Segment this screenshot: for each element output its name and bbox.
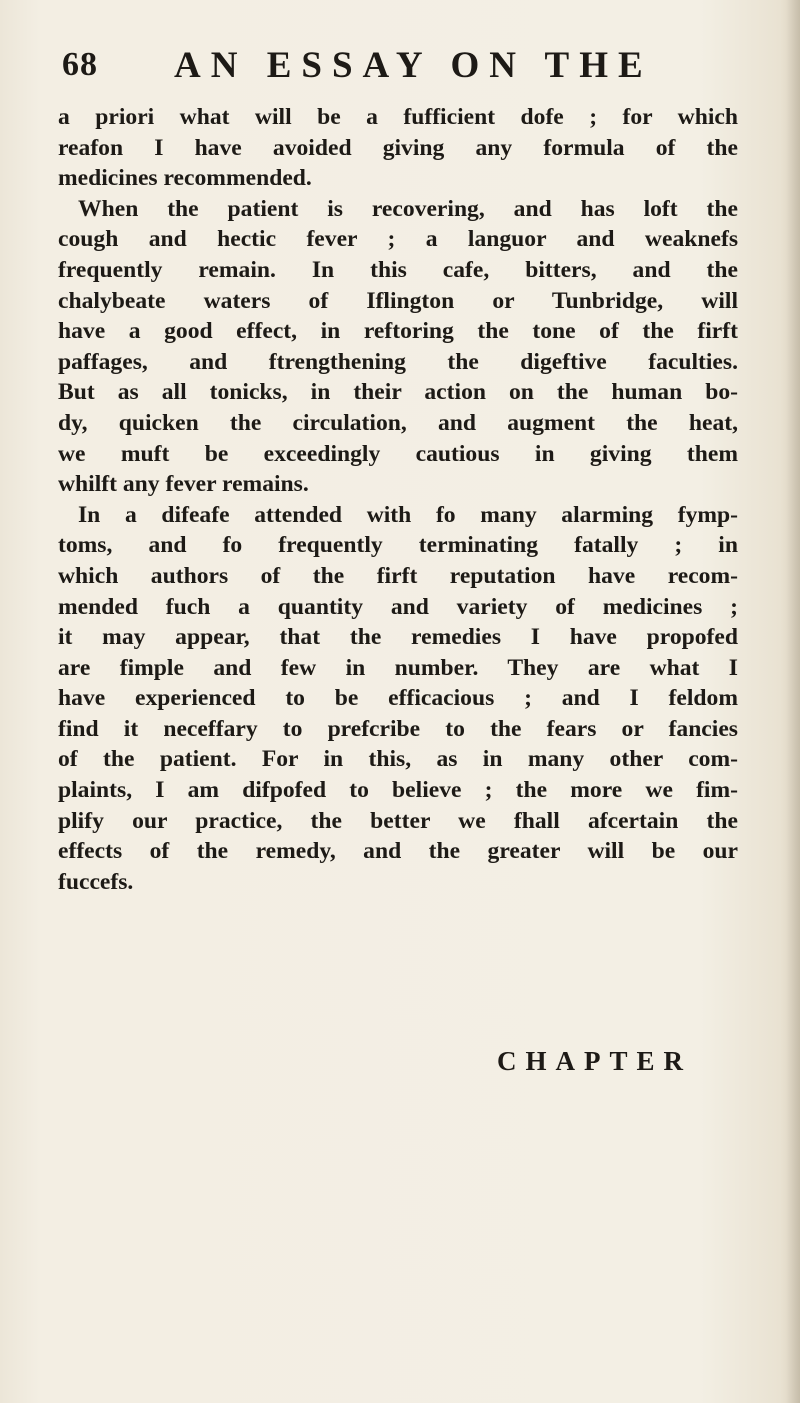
text-line: frequently remain. In this cafe, bitters, and the: [58, 256, 738, 283]
text-line: paffages, and ftrengthening the digeftive faculties.: [58, 348, 738, 375]
text-line: which authors of the firft reputation have recom-: [58, 562, 738, 589]
catchword: CHAPTER: [497, 1046, 693, 1076]
text-line: mended fuch a quantity and variety of medicines ;: [58, 593, 738, 620]
text-line: chalybeate waters of Iflington or Tunbridge, will: [58, 287, 738, 314]
text-line: whilft any fever remains.: [58, 471, 309, 498]
text-line: a priori what will be a fufficient dofe ; for which: [58, 104, 738, 130]
page-header: [62, 40, 662, 92]
text-line: When the patient is recovering, and has loft the: [78, 195, 738, 222]
text-line: plify our practice, the better we fhall afcertain the: [58, 807, 738, 834]
text-line: toms, and fo frequently terminating fatally ; in: [58, 532, 738, 559]
text-line: are fimple and few in number. They are what I: [58, 654, 738, 681]
running-title: AN ESSAY ON THE: [174, 45, 653, 86]
text-line: effects of the remedy, and the greater will be our: [58, 838, 738, 865]
text-line: it may appear, that the remedies I have propofed: [58, 624, 738, 651]
text-line: cough and hectic fever ; a languor and weaknefs: [58, 226, 738, 253]
text-line: dy, quicken the circulation, and augment the heat,: [58, 409, 738, 436]
text-line: In a difeafe attended with fo many alarming fymp-: [78, 501, 738, 528]
body-text: [58, 102, 738, 897]
page-edge-shadow: [786, 0, 800, 1403]
text-line: have experienced to be efficacious ; and I feldom: [58, 685, 738, 712]
text-line: have a good effect, in reftoring the tone of the firft: [58, 318, 738, 345]
text-line: reafon I have avoided giving any formula of the: [58, 134, 738, 161]
text-line: plaints, I am difpofed to believe ; the more we fim-: [58, 777, 738, 804]
page-number: 68: [62, 46, 98, 83]
text-line: medicines recommended.: [58, 165, 312, 192]
text-line: find it neceffary to prefcribe to the fears or fancies: [58, 715, 738, 742]
text-line: But as all tonicks, in their action on the human bo-: [58, 379, 738, 406]
text-line: of the patient. For in this, as in many other com-: [58, 746, 738, 773]
text-line: fuccefs.: [58, 868, 134, 895]
text-line: we muft be exceedingly cautious in giving them: [58, 440, 738, 467]
